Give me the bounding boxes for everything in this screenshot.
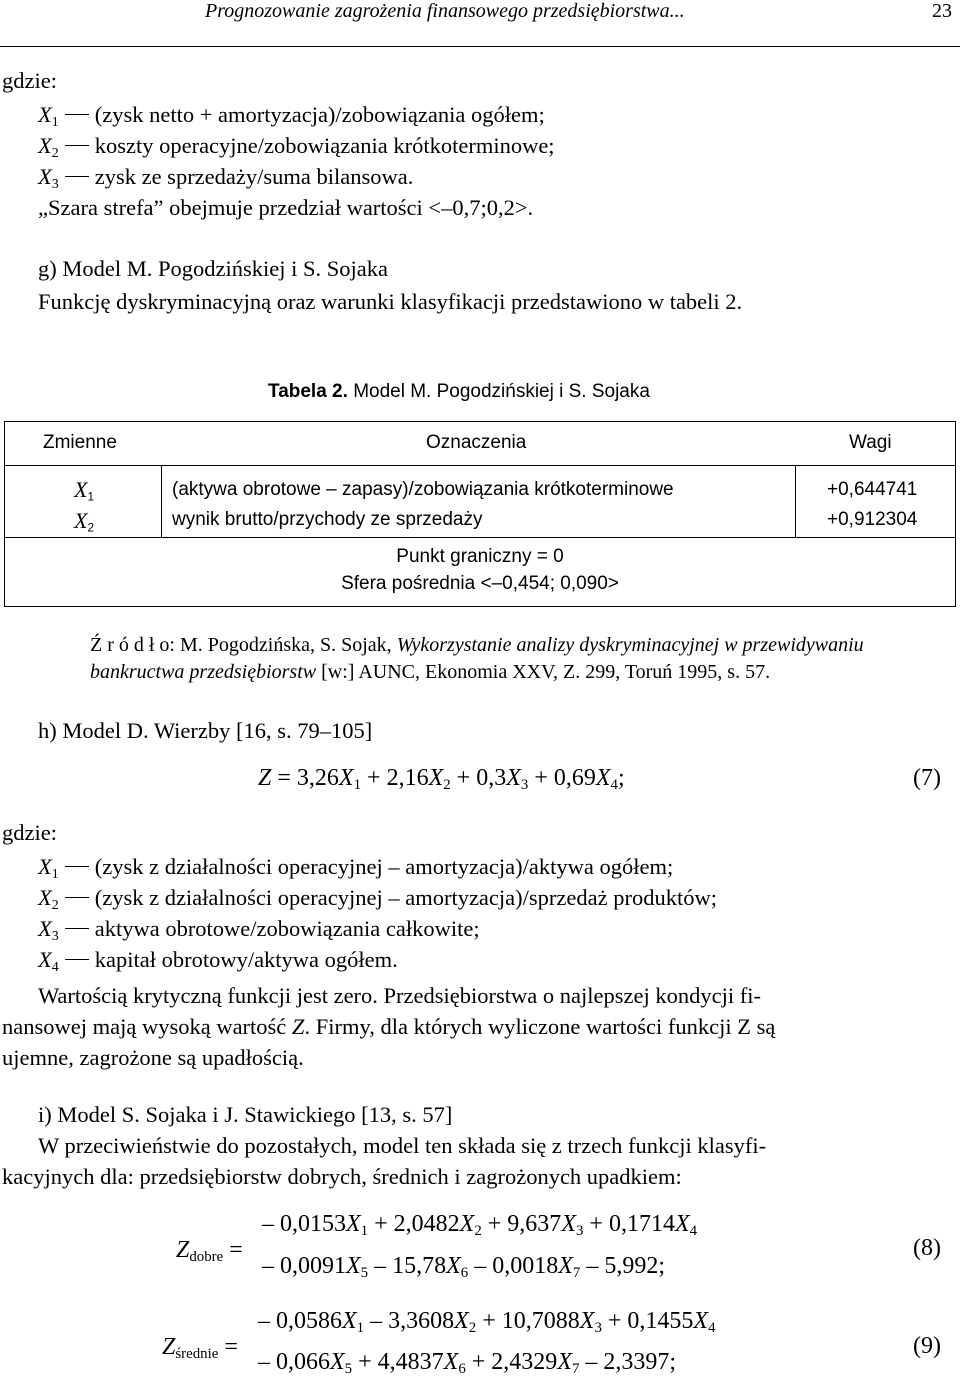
table-footer-threshold: Punkt graniczny = 0	[396, 546, 564, 567]
variable-line: $X_2$ (zysk z działalności operacyjnej – amortyzacja)/sprzedaż produktów;	[38, 885, 717, 913]
paragraph: kacyjnych dla: przedsiębiorstw dobrych, średnich i zagrożonych upadkiem:	[2, 1164, 682, 1189]
table-cell-desc: wynik brutto/przychody ze sprzedaży	[172, 509, 483, 530]
page-number: 23	[932, 0, 952, 22]
paragraph: nansowej mają wysoką wartość Z. Firmy, dla których wyliczone wartości funkcji Z są	[2, 1014, 776, 1039]
equation-9-line-1: – $0,0586X_1 - 3,3608X_2 + 10,7088X_3 + 0,1455X_4$	[258, 1308, 716, 1337]
section-heading: i) Model S. Sojaka i J. Stawickiego [13, s. 57]	[38, 1102, 453, 1127]
header-rule	[0, 46, 960, 47]
running-header: Prognozowanie zagrożenia finansowego przedsiębiorstwa...	[205, 0, 685, 22]
paragraph: W przeciwieństwie do pozostałych, model ten składa się z trzech funkcji klasyfi-	[38, 1133, 767, 1158]
equation-number: (8)	[913, 1235, 941, 1261]
table-header-rule	[4, 465, 956, 466]
grey-zone-text: „Szara strefa” obejmuje przedział wartości <–0,7;0,2>.	[38, 195, 534, 220]
source-line-2: bankructwa przedsiębiorstw [w:] AUNC, Ekonomia XXV, Z. 299, Toruń 1995, s. 57.	[90, 661, 771, 683]
dash	[65, 866, 89, 867]
variable-line: $X_2$ koszty operacyjne/zobowiązania krótkoterminowe;	[38, 133, 555, 161]
table-footer-range: Sfera pośrednia <–0,454; 0,090>	[341, 573, 619, 594]
dash	[65, 114, 89, 115]
table-header-zmienne: Zmienne	[43, 432, 117, 453]
dash	[65, 176, 89, 177]
paragraph: Funkcję dyskryminacyjną oraz warunki klasyfikacji przedstawiono w tabeli 2.	[38, 289, 743, 314]
dash	[65, 145, 89, 146]
variable-line: $X_1$ (zysk netto + amortyzacja)/zobowiązania ogółem;	[38, 102, 545, 130]
equation-9-lhs: $Z_{średnie}$ =	[162, 1334, 238, 1363]
table-cell-var: $X_1$	[74, 477, 94, 504]
table-caption: Tabela 2. Model M. Pogodzińskiej i S. Sojaka	[268, 381, 650, 402]
equation-number: (9)	[913, 1333, 941, 1359]
section-heading: g) Model M. Pogodzińskiej i S. Sojaka	[38, 256, 388, 281]
equation-7: $Z = 3,26X_1 + 2,16X_2 + 0,3X_3 + 0,69X_4$;	[258, 765, 625, 794]
table-header-oznaczenia: Oznaczenia	[426, 432, 527, 453]
equation-8-line-1: – $0,0153X_1 + 2,0482X_2 + 9,637X_3 + 0,1714X_4$	[262, 1211, 698, 1240]
equation-number: (7)	[913, 765, 941, 791]
table-body-rule	[4, 537, 956, 538]
paragraph: Wartością krytyczną funkcji jest zero. Przedsiębiorstwa o najlepszej kondycji fi-	[38, 983, 761, 1008]
section-heading: h) Model D. Wierzby [16, s. 79–105]	[38, 718, 373, 743]
table-cell-weight: +0,912304	[827, 509, 918, 530]
variable-line: $X_3$ aktywa obrotowe/zobowiązania całkowite;	[38, 916, 480, 944]
table-cell-desc: (aktywa obrotowe – zapasy)/zobowiązania krótkoterminowe	[172, 479, 674, 500]
gdzie-label: gdzie:	[2, 68, 57, 93]
dash	[65, 897, 89, 898]
dash	[65, 959, 89, 960]
dash	[65, 928, 89, 929]
table-cell-weight: +0,644741	[827, 479, 918, 500]
equation-9-line-2: – $0,066X_5 + 4,4837X_6 + 2,4329X_7 - 2,3397$;	[258, 1349, 677, 1378]
source-line-1: Ź r ó d ł o: M. Pogodzińska, S. Sojak, Wykorzystanie analizy dyskryminacyjnej w przewidywaniu	[90, 634, 864, 656]
equation-8-line-2: – $0,0091X_5 - 15,78X_6 - 0,0018X_7 - 5,992$;	[262, 1253, 665, 1282]
variable-line: $X_1$ (zysk z działalności operacyjnej – amortyzacja)/aktywa ogółem;	[38, 854, 674, 882]
table-header-wagi: Wagi	[849, 432, 892, 453]
variable-line: $X_3$ zysk ze sprzedaży/suma bilansowa.	[38, 164, 414, 192]
gdzie-label: gdzie:	[2, 820, 57, 845]
table-col-divider	[161, 465, 162, 538]
equation-8-lhs: $Z_{dobre}$ =	[176, 1237, 243, 1266]
table-cell-var: $X_2$	[74, 508, 94, 535]
paragraph: ujemne, zagrożone są upadłością.	[2, 1045, 304, 1070]
variable-line: $X_4$ kapitał obrotowy/aktywa ogółem.	[38, 947, 398, 975]
table-col-divider	[795, 465, 796, 538]
